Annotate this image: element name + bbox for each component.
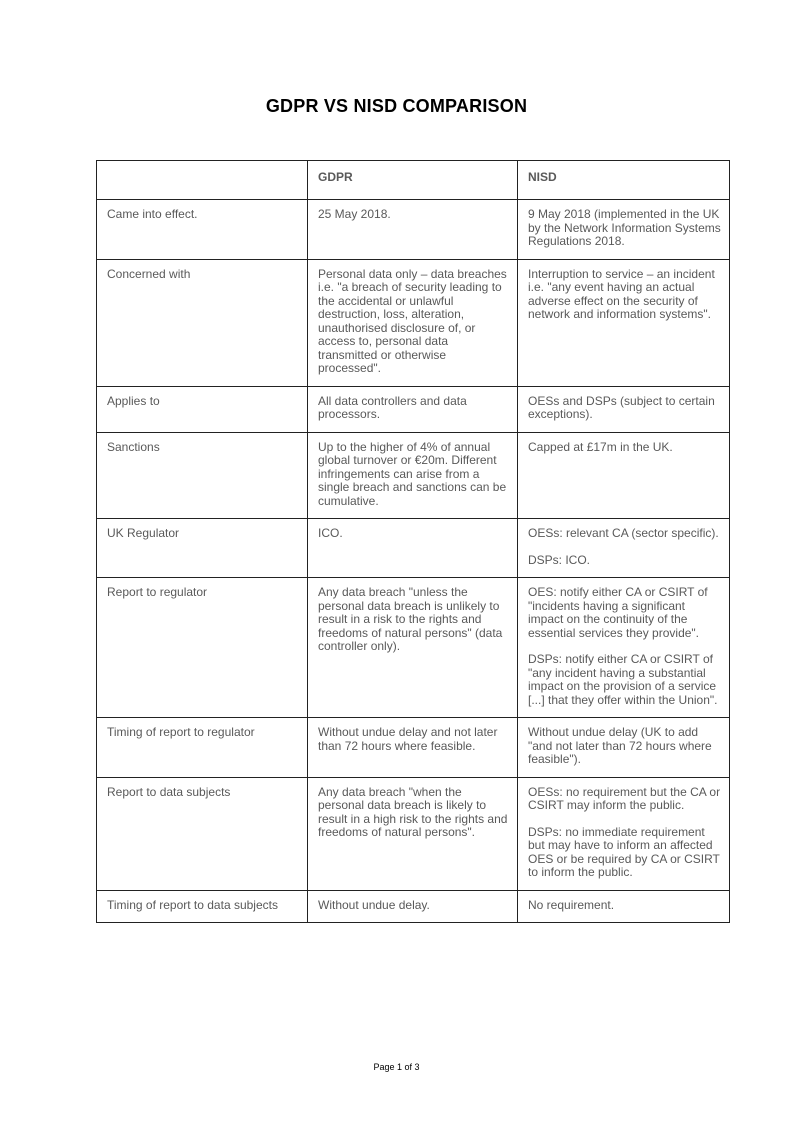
nisd-text: DSPs: notify either CA or CSIRT of "any incident having a substantial impact on the provision of a service [...] that they offer within the Union". bbox=[528, 652, 718, 707]
gdpr-text: All data controllers and data processors. bbox=[318, 393, 467, 421]
table-header-row bbox=[97, 161, 730, 200]
nisd-text: Interruption to service – an incident i.e. "any event having an actual adverse effect on the security of network and information systems". bbox=[528, 266, 715, 321]
nisd-cell bbox=[518, 890, 730, 923]
row-label: Timing of report to regulator bbox=[97, 718, 308, 778]
table-row bbox=[97, 777, 730, 890]
header-cell-empty bbox=[97, 161, 308, 200]
nisd-cell bbox=[518, 386, 730, 432]
gdpr-cell bbox=[308, 432, 518, 519]
gdpr-cell bbox=[308, 718, 518, 778]
table-row bbox=[97, 259, 730, 386]
gdpr-cell bbox=[308, 200, 518, 260]
nisd-text: OESs: relevant CA (sector specific). bbox=[528, 526, 719, 540]
nisd-text: OESs and DSPs (subject to certain exceptions). bbox=[528, 393, 715, 421]
row-label: Applies to bbox=[97, 386, 308, 432]
row-label: Timing of report to data subjects bbox=[97, 890, 308, 923]
row-label: Sanctions bbox=[97, 432, 308, 519]
nisd-text: OESs: no requirement but the CA or CSIRT may inform the public. bbox=[528, 784, 721, 812]
gdpr-cell bbox=[308, 259, 518, 386]
gdpr-text: Any data breach "when the personal data breach is likely to result in a high risk to the rights and freedoms of natural persons". bbox=[318, 784, 508, 839]
nisd-text: Without undue delay (UK to add "and not later than 72 hours where feasible"). bbox=[528, 725, 712, 766]
header-cell-gdpr: GDPR bbox=[308, 161, 518, 200]
header-cell-nisd: NISD bbox=[518, 161, 730, 200]
nisd-cell bbox=[518, 718, 730, 778]
row-label: Concerned with bbox=[97, 259, 308, 386]
nisd-text: OES: notify either CA or CSIRT of "incidents having a significant impact on the continuity of the essential services they provide". bbox=[528, 585, 708, 640]
gdpr-cell bbox=[308, 386, 518, 432]
table-row bbox=[97, 890, 730, 923]
gdpr-text: Any data breach "unless the personal data breach is unlikely to result in a risk to the rights and freedoms of natural persons" (data controller only). bbox=[318, 585, 503, 653]
nisd-text: DSPs: ICO. bbox=[528, 552, 591, 567]
table-row bbox=[97, 386, 730, 432]
document-title: GDPR VS NISD COMPARISON bbox=[265, 96, 528, 116]
nisd-cell bbox=[518, 200, 730, 260]
gdpr-text: Up to the higher of 4% of annual global turnover or €20m. Different infringements can arise from a single breach and sanctions can be cumulative. bbox=[318, 439, 507, 508]
row-label: Came into effect. bbox=[97, 200, 308, 260]
row-label: Report to regulator bbox=[97, 578, 308, 718]
gdpr-text: Without undue delay and not later than 72 hours where feasible. bbox=[318, 725, 498, 753]
nisd-text: Capped at £17m in the UK. bbox=[528, 439, 673, 454]
gdpr-cell bbox=[308, 777, 518, 890]
nisd-text: No requirement. bbox=[528, 897, 615, 912]
nisd-cell bbox=[518, 259, 730, 386]
gdpr-text: Personal data only – data breaches i.e. "a breach of security leading to the accidental or unlawful destruction, loss, alteration, unauthorised disclosure of, or access to, personal data transmitted or otherwise processed". bbox=[318, 266, 507, 375]
table-row bbox=[97, 718, 730, 778]
gdpr-text: Without undue delay. bbox=[318, 897, 430, 912]
table-row bbox=[97, 519, 730, 578]
comparison-table bbox=[96, 160, 730, 923]
nisd-cell bbox=[518, 519, 730, 578]
row-label: Report to data subjects bbox=[97, 777, 308, 890]
nisd-cell bbox=[518, 578, 730, 718]
gdpr-text: ICO. bbox=[318, 526, 343, 540]
row-label: UK Regulator bbox=[97, 519, 308, 578]
table-row bbox=[97, 578, 730, 718]
page-footer: Page 1 of 3 bbox=[373, 1062, 420, 1072]
gdpr-text: 25 May 2018. bbox=[318, 207, 391, 221]
gdpr-cell bbox=[308, 578, 518, 718]
nisd-text: DSPs: no immediate requirement but may have to inform an affected OES or be required by CA or CSIRT to inform the public. bbox=[528, 824, 720, 879]
nisd-text: 9 May 2018 (implemented in the UK by the Network Information Systems Regulations 2018. bbox=[528, 207, 721, 248]
nisd-cell bbox=[518, 777, 730, 890]
gdpr-cell bbox=[308, 519, 518, 578]
nisd-cell bbox=[518, 432, 730, 519]
gdpr-cell bbox=[308, 890, 518, 923]
table-row bbox=[97, 432, 730, 519]
table-row bbox=[97, 200, 730, 260]
